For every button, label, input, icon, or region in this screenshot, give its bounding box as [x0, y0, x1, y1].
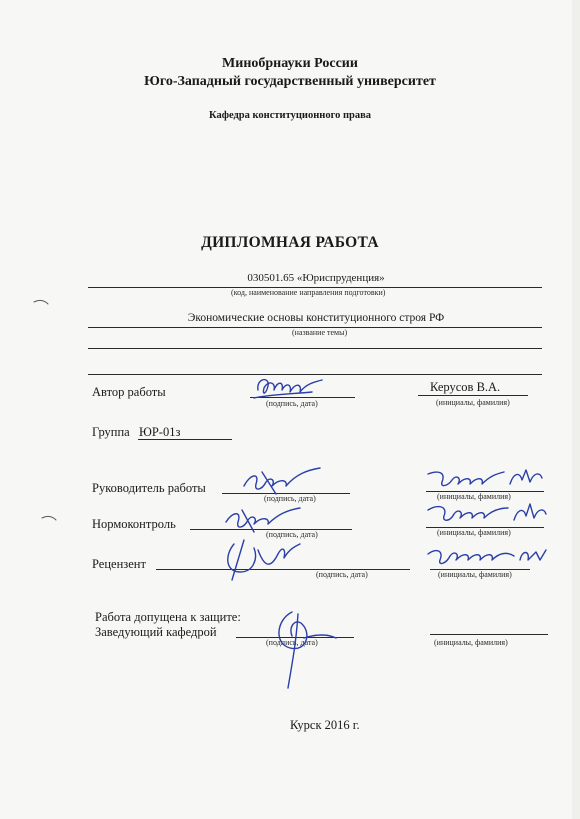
reviewer-signature-caption: (подпись, дата): [316, 570, 368, 579]
reviewer-name-caption: (инициалы, фамилия): [438, 570, 512, 579]
author-name-line: [418, 395, 528, 396]
norm-control-name-handwriting: [426, 500, 550, 528]
specialty-value: 030501.65 «Юриспруденция»: [247, 272, 385, 284]
author-name: Керусов В.А.: [430, 380, 501, 394]
reviewer-name-handwriting: [424, 542, 554, 570]
university-name: Юго-Западный государственный университет: [144, 74, 436, 89]
reviewer-signature: [214, 536, 304, 582]
ministry-name: Минобрнауки России: [222, 56, 358, 71]
right-scan-edge: [572, 0, 580, 819]
supervisor-name-caption: (инициалы, фамилия): [437, 492, 511, 501]
norm-control-label: Нормоконтроль: [92, 517, 176, 531]
author-name-caption: (инициалы, фамилия): [436, 398, 510, 407]
head-name-line: [430, 634, 548, 635]
head-signature-caption: (подпись, дата): [266, 638, 318, 647]
norm-control-signature: [218, 502, 308, 534]
head-of-department-signature: [262, 604, 342, 694]
department-name: Кафедра конституционного права: [208, 110, 372, 121]
supervisor-label: Руководитель работы: [92, 481, 206, 495]
head-name-caption: (инициалы, фамилия): [434, 638, 508, 647]
admission-line: Работа допущена к защите:: [95, 610, 241, 624]
group-label: Группа: [92, 425, 130, 439]
document-title: ДИПЛОМНАЯ РАБОТА: [201, 234, 379, 251]
supervisor-signature: [236, 464, 326, 498]
author-label: Автор работы: [92, 385, 166, 399]
topic-value: Экономические основы конституционного строя РФ: [187, 312, 445, 324]
specialty-caption: (код, наименование направления подготовки): [231, 288, 386, 297]
supervisor-name-handwriting: [426, 466, 546, 492]
punch-hole-mark-upper: [32, 296, 52, 312]
place-and-year: Курск 2016 г.: [290, 718, 360, 732]
author-signature: [252, 372, 332, 402]
topic-line-2: [88, 348, 542, 349]
group-value: ЮР-01з: [139, 425, 181, 439]
punch-hole-mark-lower: [40, 512, 60, 528]
norm-control-name-caption: (инициалы, фамилия): [437, 528, 511, 537]
norm-control-signature-caption: (подпись, дата): [266, 530, 318, 539]
supervisor-signature-caption: (подпись, дата): [264, 494, 316, 503]
reviewer-label: Рецензент: [92, 557, 146, 571]
topic-caption: (название темы): [292, 328, 348, 337]
group-line: [138, 439, 232, 440]
author-signature-caption: (подпись, дата): [266, 399, 318, 408]
head-of-department-label: Заведующий кафедрой: [95, 625, 217, 639]
